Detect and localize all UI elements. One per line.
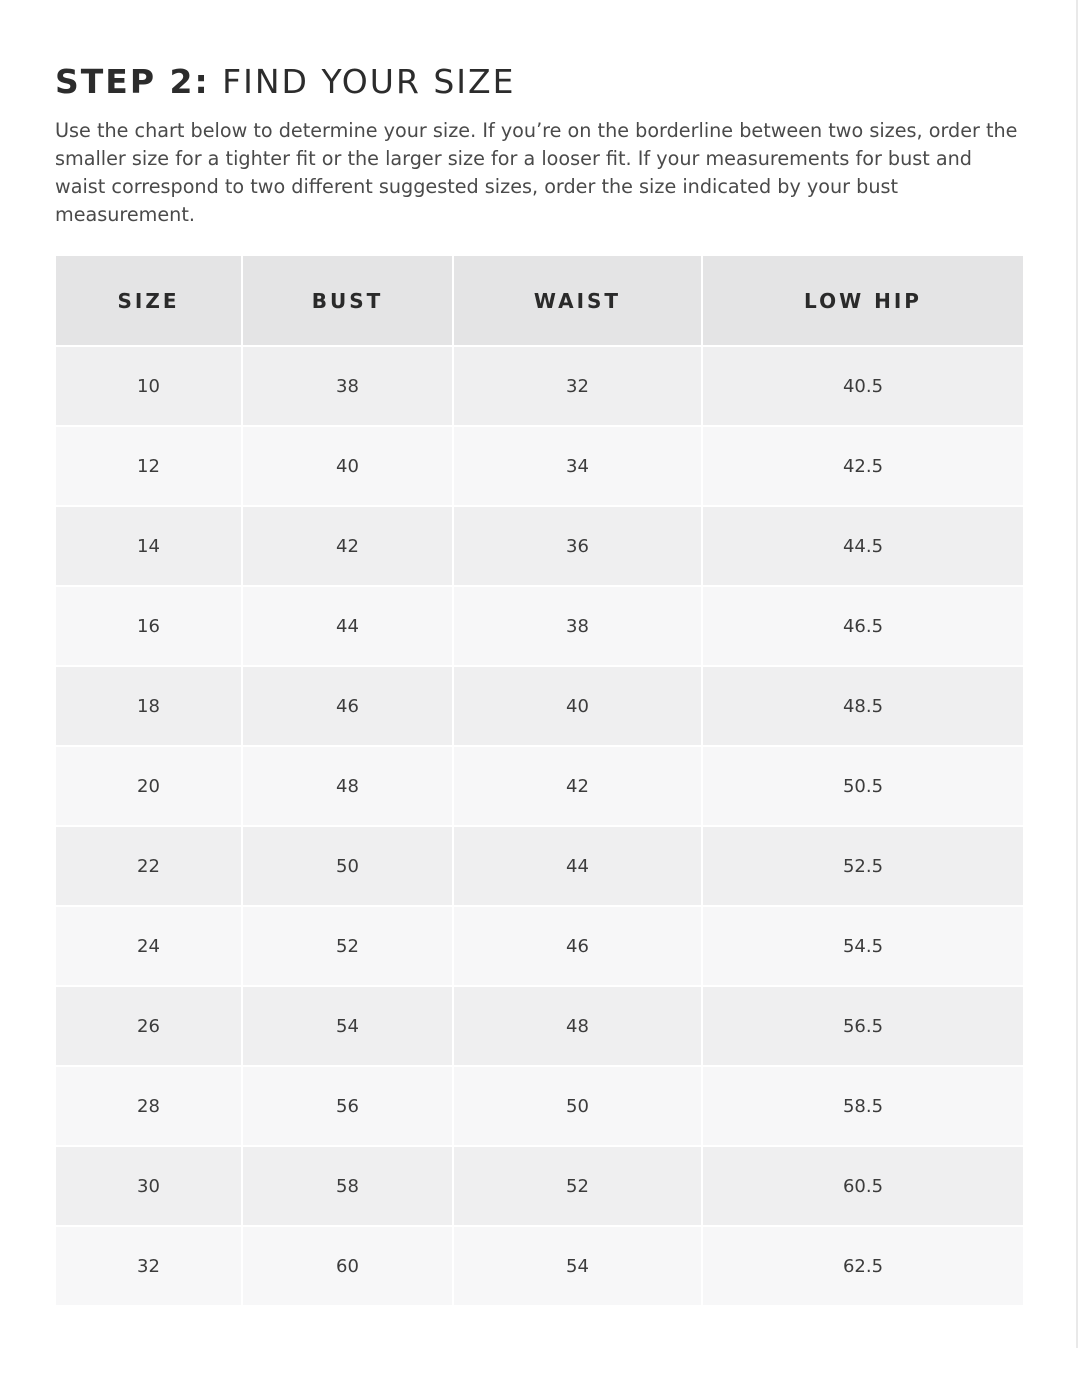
cell-bust: 44 <box>243 587 454 667</box>
cell-size: 26 <box>56 987 243 1067</box>
cell-waist: 32 <box>454 347 703 427</box>
cell-bust: 50 <box>243 827 454 907</box>
cell-size: 12 <box>56 427 243 507</box>
cell-size: 30 <box>56 1147 243 1227</box>
table-header <box>56 256 1023 347</box>
cell-size: 14 <box>56 507 243 587</box>
cell-size: 32 <box>56 1227 243 1307</box>
cell-low-hip: 58.5 <box>703 1067 1023 1147</box>
table-row <box>56 907 1023 987</box>
table-body <box>56 347 1023 1307</box>
cell-low-hip: 54.5 <box>703 907 1023 987</box>
cell-size: 18 <box>56 667 243 747</box>
cell-bust: 54 <box>243 987 454 1067</box>
cell-low-hip: 48.5 <box>703 667 1023 747</box>
cell-bust: 56 <box>243 1067 454 1147</box>
cell-low-hip: 42.5 <box>703 427 1023 507</box>
page-title <box>55 62 516 102</box>
table-row <box>56 667 1023 747</box>
header-size: SIZE <box>56 256 243 347</box>
size-chart-table <box>56 256 1023 1307</box>
table-row <box>56 427 1023 507</box>
cell-waist: 48 <box>454 987 703 1067</box>
cell-size: 28 <box>56 1067 243 1147</box>
cell-low-hip: 40.5 <box>703 347 1023 427</box>
cell-waist: 54 <box>454 1227 703 1307</box>
cell-waist: 42 <box>454 747 703 827</box>
cell-waist: 46 <box>454 907 703 987</box>
cell-size: 20 <box>56 747 243 827</box>
table-row <box>56 587 1023 667</box>
cell-size: 22 <box>56 827 243 907</box>
cell-low-hip: 60.5 <box>703 1147 1023 1227</box>
cell-low-hip: 56.5 <box>703 987 1023 1067</box>
cell-waist: 34 <box>454 427 703 507</box>
cell-bust: 60 <box>243 1227 454 1307</box>
step-title: FIND YOUR SIZE <box>222 62 516 101</box>
cell-size: 16 <box>56 587 243 667</box>
table-row <box>56 1067 1023 1147</box>
table-row <box>56 347 1023 427</box>
cell-bust: 40 <box>243 427 454 507</box>
header-low-hip: LOW HIP <box>703 256 1023 347</box>
cell-waist: 52 <box>454 1147 703 1227</box>
cell-size: 24 <box>56 907 243 987</box>
cell-bust: 58 <box>243 1147 454 1227</box>
cell-bust: 38 <box>243 347 454 427</box>
cell-bust: 48 <box>243 747 454 827</box>
cell-size: 10 <box>56 347 243 427</box>
cell-bust: 52 <box>243 907 454 987</box>
cell-low-hip: 44.5 <box>703 507 1023 587</box>
page-edge-divider <box>1076 0 1078 1348</box>
cell-bust: 46 <box>243 667 454 747</box>
step-label: STEP 2: <box>55 62 210 101</box>
table-row <box>56 507 1023 587</box>
cell-low-hip: 46.5 <box>703 587 1023 667</box>
cell-waist: 50 <box>454 1067 703 1147</box>
table-row <box>56 1227 1023 1307</box>
cell-low-hip: 50.5 <box>703 747 1023 827</box>
cell-low-hip: 62.5 <box>703 1227 1023 1307</box>
cell-waist: 40 <box>454 667 703 747</box>
cell-waist: 36 <box>454 507 703 587</box>
table-row <box>56 827 1023 907</box>
cell-waist: 38 <box>454 587 703 667</box>
cell-low-hip: 52.5 <box>703 827 1023 907</box>
table-row <box>56 747 1023 827</box>
cell-bust: 42 <box>243 507 454 587</box>
header-row <box>56 256 1023 347</box>
intro-paragraph: Use the chart below to determine your size. If you’re on the borderline between two sizes, order the smaller size for a tighter fit or the larger size for a looser fit. If your measurements for bust and waist correspond to two different suggested sizes, order the size indicated by your bust measurement. <box>55 119 1018 226</box>
cell-waist: 44 <box>454 827 703 907</box>
table-row <box>56 1147 1023 1227</box>
table-row <box>56 987 1023 1067</box>
header-waist: WAIST <box>454 256 703 347</box>
header-bust: BUST <box>243 256 454 347</box>
